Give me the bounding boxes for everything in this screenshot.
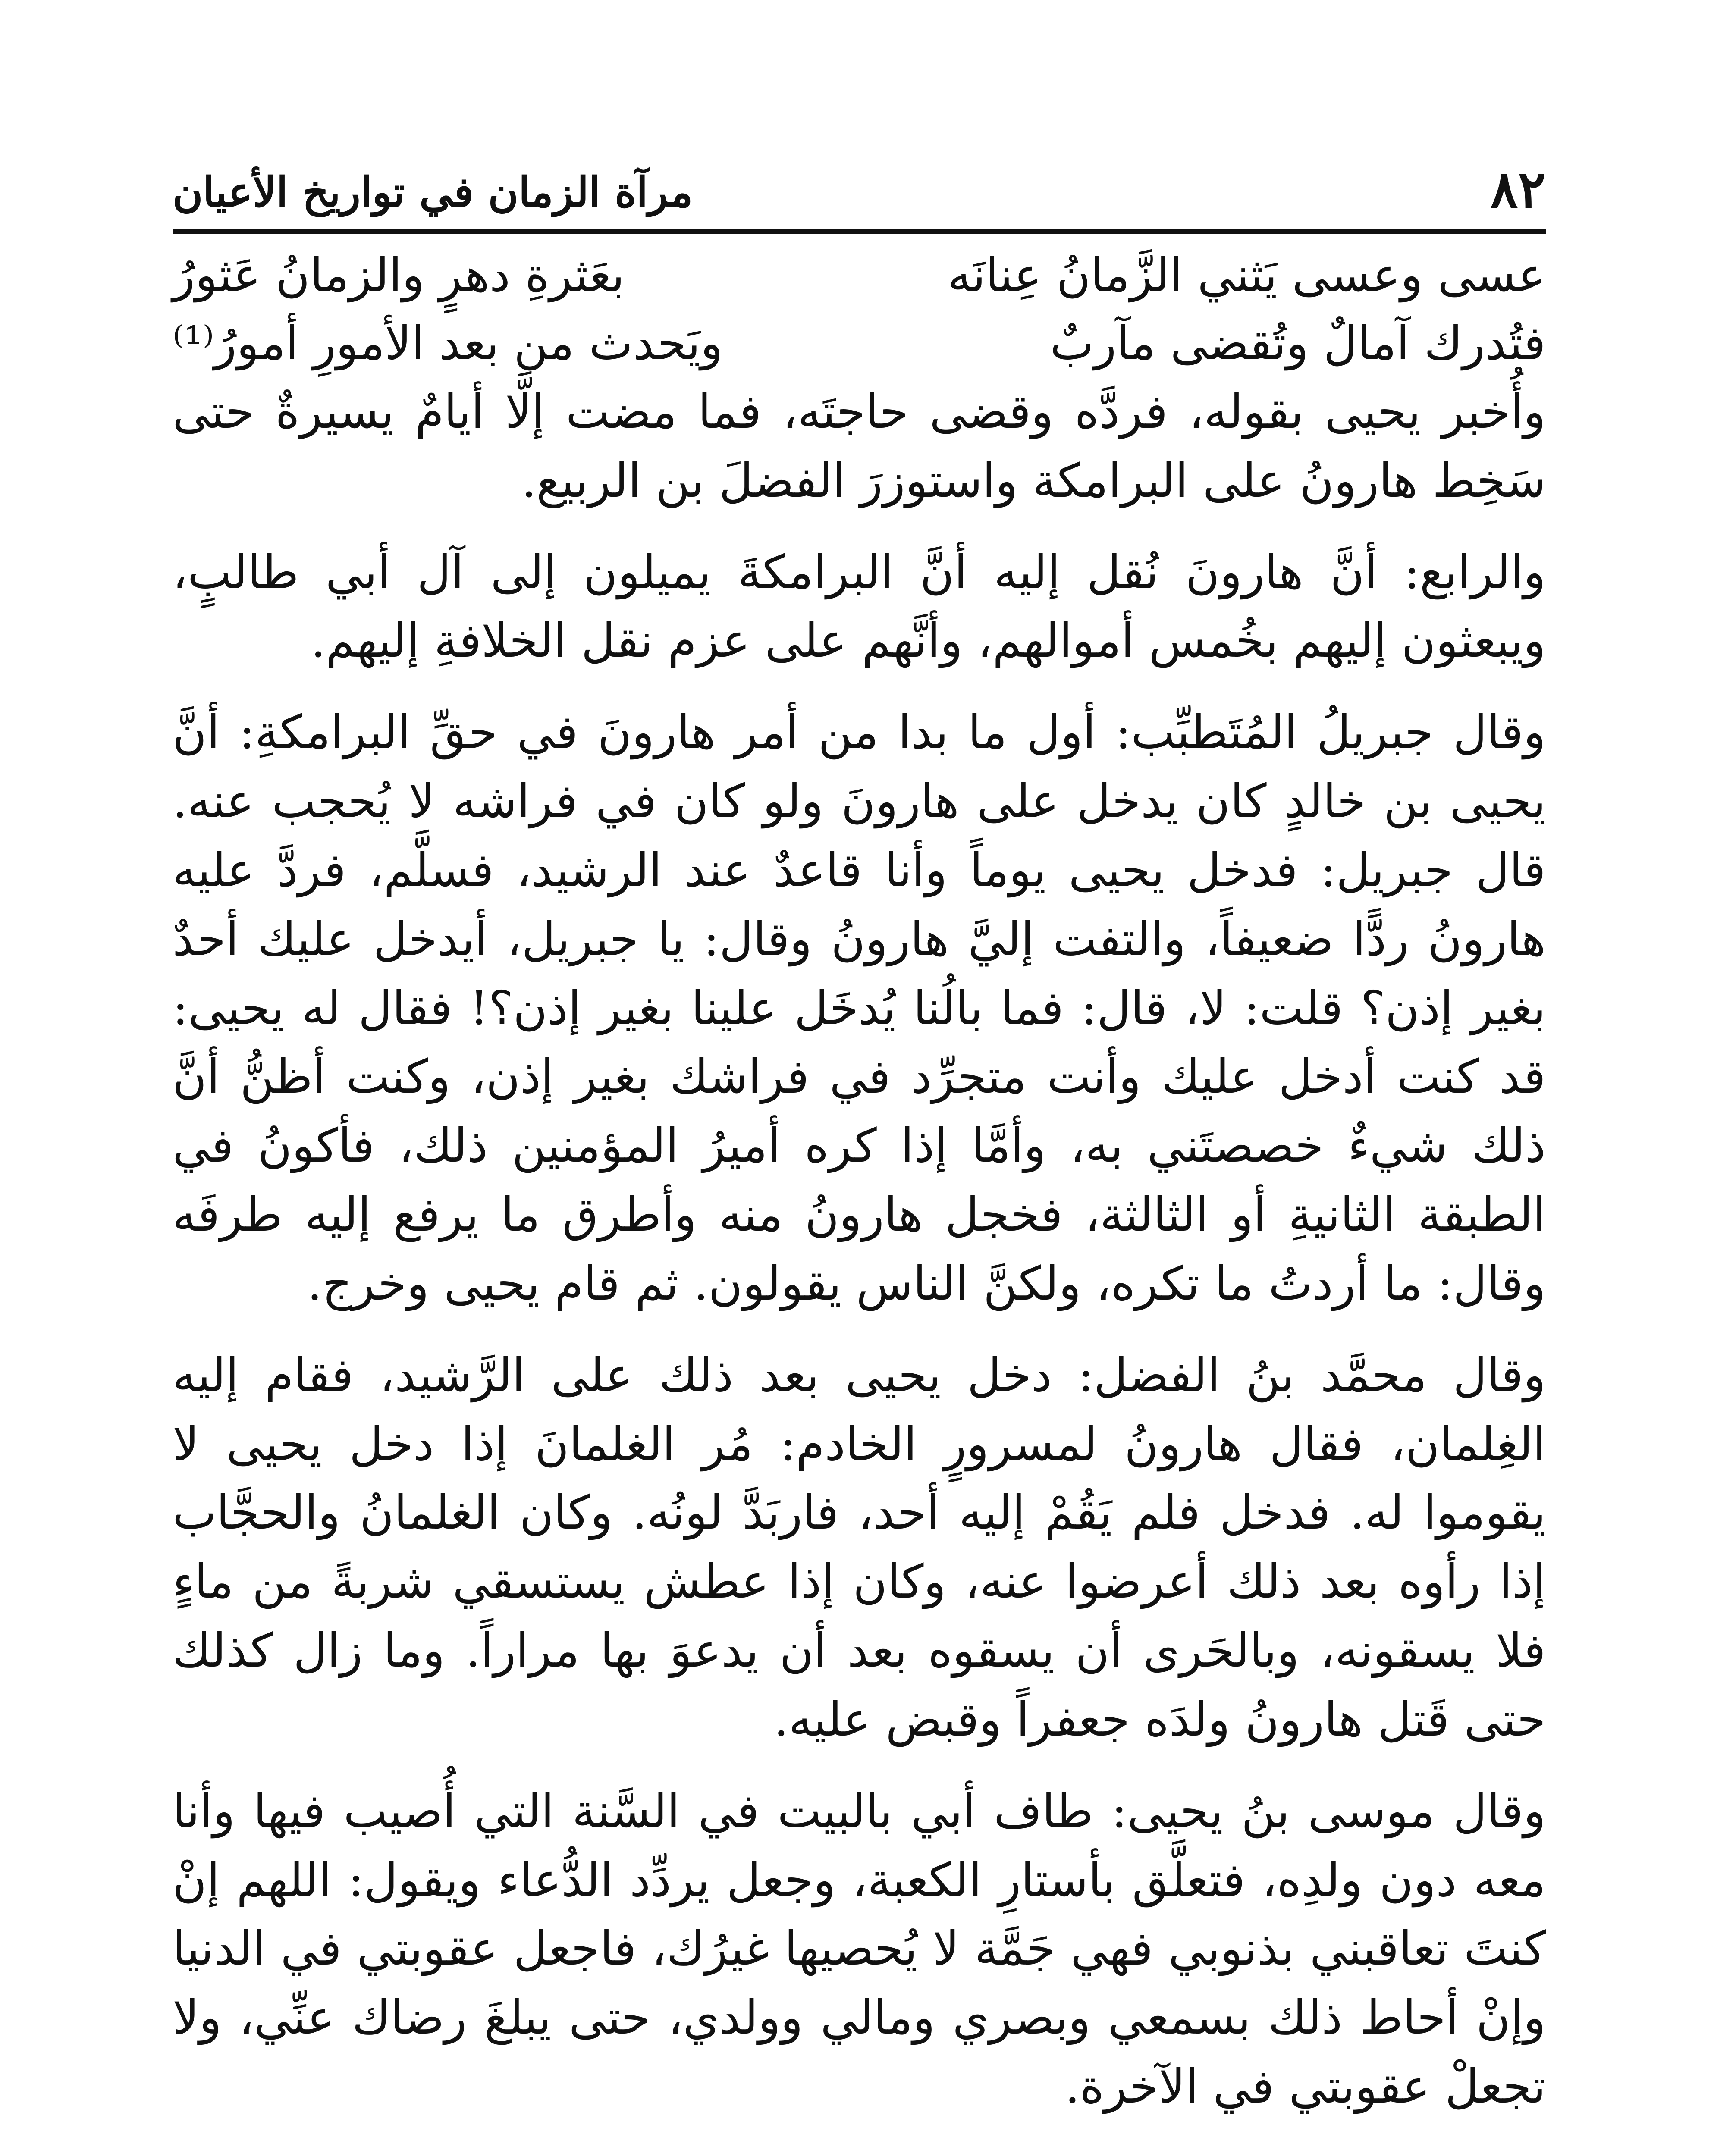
paragraph: وقال محمَّد بنُ الفضل: دخل يحيى بعد ذلك على الرَّشيد، فقام إليه الغِلمان، فقال هارونُ لمسرورٍ الخادم: مُر الغلمانَ إذا دخل يحيى لا يقوموا له. فدخل فلم يَقُمْ إليه أحد، فاربَدَّ لونُه. وكان الغلمانُ والحجَّاب إذا رأوه بعد ذلك أعرضوا عنه، وكان إذا عطش يستسقي شربةً من ماءٍ فلا يسقونه، وبالحَرى أن يسقوه بعد أن يدعوَ بها مراراً. وما زال كذلك حتى قَتل هارونُ ولدَه جعفراً وقبض عليه. (173, 1348, 1546, 1747)
verse-first-hemistich: عسى وعسى يَثني الزَّمانُ عِنانَه (948, 248, 1546, 303)
verse-second-hemistich: بعَثرةِ دهرٍ والزمانُ عَثورُ (173, 248, 625, 303)
page-number: ٨٢ (1490, 159, 1546, 220)
poem-verse (173, 241, 1546, 310)
verse-first-hemistich: فتُدرك آمالٌ وتُقضى مآربٌ (1050, 317, 1546, 371)
page-header (173, 142, 1546, 234)
main-text (173, 241, 1546, 2122)
poem-verse (173, 310, 1546, 378)
paragraph: وقال جبريلُ المُتَطبِّب: أول ما بدا من أمر هارونَ في حقِّ البرامكةِ: أنَّ يحيى بن خالدٍ كان يدخل على هارونَ ولو كان في فراشه لا يُحجب عنه. قال جبريل: فدخل يحيى يوماً وأنا قاعدٌ عند الرشيد، فسلَّم، فردَّ عليه هارونُ ردًّا ضعيفاً، والتفت إليَّ هارونُ وقال: يا جبريل، أيدخل عليك أحدٌ بغير إذن؟ قلت: لا، قال: فما بالُنا يُدخَل علينا بغير إذن؟! فقال له يحيى: قد كنت أدخل عليك وأنت متجرِّد في فراشك بغير إذن، وكنت أظنُّ أنَّ ذلك شيءٌ خصصتَني به، وأمَّا إذا كره أميرُ المؤمنين ذلك، فأكونُ في الطبقة الثانيةِ أو الثالثة، فخجل هارونُ منه وأطرق ما يرفع إليه طرفَه وقال: ما أردتُ ما تكره، ولكنَّ الناس يقولون. ثم قام يحيى وخرج. (173, 705, 1546, 1311)
paragraph: والرابع: أنَّ هارونَ نُقل إليه أنَّ البرامكةَ يميلون إلى آل أبي طالبٍ، ويبعثون إليهم بخُمس أموالهم، وأنَّهم على عزم نقل الخلافةِ إليهم. (173, 545, 1546, 668)
paragraph: وقال موسى بنُ يحيى: طاف أبي بالبيت في السَّنة التي أُصيب فيها وأنا معه دون ولدِه، فتعلَّق بأستارِ الكعبة، وجعل يردِّد الدُّعاء ويقول: اللهم إنْ كنتَ تعاقبني بذنوبي فهي جَمَّة لا يُحصيها غيرُك، فاجعل عقوبتي في الدنيا وإنْ أحاط ذلك بسمعي وبصري ومالي وولدي، حتى يبلغَ رضاك عنِّي، ولا تجعلْ عقوبتي في الآخرة. (173, 1784, 1546, 2114)
verse-second-hemistich: ويَحدث من بعد الأمورِ أمورُ⁽¹⁾ (173, 317, 723, 371)
running-title: مرآة الزمان في تواريخ الأعيان (173, 168, 693, 216)
paragraph: وأُخبر يحيى بقوله، فردَّه وقضى حاجتَه، فما مضت إلَّا أيامٌ يسيرةٌ حتى سَخِط هارونُ على البرامكة واستوزرَ الفضلَ بن الربيع. (173, 385, 1546, 508)
